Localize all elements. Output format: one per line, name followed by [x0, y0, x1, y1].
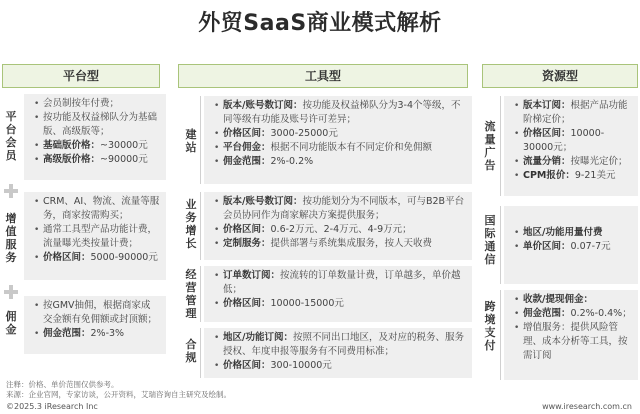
list-item — [514, 321, 632, 363]
plus-icon — [4, 285, 18, 299]
list-item — [514, 155, 632, 169]
item-value: 会员制按年付费； — [43, 98, 120, 109]
item-key: 价格区间： — [223, 128, 271, 139]
item-value: 增值服务：提供风险管理、成本分析等工具，按需订阅 — [523, 322, 628, 361]
item-key: 流量分销： — [523, 156, 571, 167]
row-label-ops: 经营管理 — [185, 268, 197, 320]
page-title: 外贸SaaS商业模式解析 — [198, 11, 442, 36]
row-label-payment: 跨境支付 — [484, 300, 496, 352]
plus-icon — [4, 184, 18, 198]
column-header-resource: 资源型 — [482, 64, 638, 88]
item-value: 9-21美元 — [574, 170, 616, 181]
list-item — [514, 169, 632, 183]
list-item — [214, 223, 466, 237]
row-label-site: 建站 — [185, 128, 197, 154]
item-value: 按功能及权益梯队分为基础版、高级版等； — [43, 112, 158, 137]
item-value: ~90000元 — [100, 154, 148, 165]
list-item — [214, 195, 466, 223]
list-item — [214, 269, 466, 297]
item-value: 10000-30000元； — [523, 128, 605, 153]
item-key: 地区/功能用量付费 — [523, 227, 603, 238]
item-key: 地区/功能订阅： — [223, 332, 293, 343]
divider — [200, 328, 201, 378]
item-key: 订单数订阅： — [223, 270, 281, 281]
item-key: 价格区间： — [223, 298, 271, 309]
row-label-compliance: 合规 — [185, 338, 197, 364]
item-key: 佣金范围： — [43, 328, 91, 339]
list-item — [214, 359, 466, 373]
list-item — [514, 226, 632, 240]
list-item — [214, 237, 466, 251]
list-item — [34, 97, 160, 111]
list-item — [34, 327, 160, 341]
list-item — [214, 141, 466, 155]
column-header-tool: 工具型 — [178, 64, 468, 88]
item-value: 按照不同出口地区，及对应的税务、服务授权、年度申报等服务有不同费用标准； — [223, 332, 464, 357]
list-item — [34, 139, 160, 153]
list-item — [514, 293, 632, 307]
divider — [200, 192, 201, 260]
item-value: 2%-3% — [90, 328, 125, 339]
item-key: CPM报价： — [523, 170, 575, 181]
item-key: 单价区间： — [523, 241, 571, 252]
platform-value-added-block — [24, 192, 166, 280]
platform-commission-list — [34, 299, 160, 341]
site-url: www.iresearch.com.cn — [542, 402, 632, 411]
item-key: 版本/账号数订阅： — [223, 100, 303, 111]
list-item — [34, 111, 160, 139]
list-item — [34, 195, 160, 223]
platform-commission-block — [24, 296, 166, 354]
item-value: ~30000元 — [100, 140, 148, 151]
platform-value-added-list — [34, 195, 160, 265]
item-value: 按功能划分为不同版本，可与B2B平台会员协同作为商家解决方案提供服务； — [223, 196, 465, 221]
list-item — [214, 127, 466, 141]
item-value: 0.2%-0.4%； — [570, 308, 632, 319]
item-key: 佣金范围： — [523, 308, 571, 319]
column-header-platform: 平台型 — [2, 64, 160, 88]
list-item — [34, 251, 160, 265]
footnote: 注释：价格、单价范围仅供参考。 — [6, 380, 119, 389]
item-key: 价格区间： — [223, 360, 271, 371]
item-value: 2%-0.2% — [270, 156, 314, 167]
tool-compliance-list — [214, 331, 466, 373]
item-value: 根据不同功能版本有不同定价和免佣额 — [270, 142, 433, 153]
list-item — [214, 297, 466, 311]
tool-ops-list — [214, 269, 466, 311]
item-value: 300-10000元 — [270, 360, 332, 371]
divider — [200, 266, 201, 322]
item-value: 10000-15000元 — [270, 298, 344, 309]
list-item — [514, 240, 632, 254]
resource-intl-list — [514, 226, 632, 254]
divider — [200, 96, 201, 184]
item-value: 提供部署与系统集成服务，按人天收费 — [270, 238, 433, 249]
item-key: 定制服务： — [223, 238, 271, 249]
item-value: 根据产品功能阶梯定价； — [523, 100, 628, 125]
divider — [500, 96, 501, 196]
copyright: ©2025.3 iResearch Inc — [6, 402, 98, 411]
item-value: 通常工具型产品功能计费，流量曝光类按量计费； — [43, 224, 158, 249]
row-label-commission: 佣金 — [5, 310, 17, 336]
item-key: 基础版价格： — [43, 140, 101, 151]
tool-growth-list — [214, 195, 466, 251]
divider — [500, 290, 501, 380]
resource-traffic-block — [504, 96, 638, 196]
platform-members-list — [34, 97, 160, 167]
resource-intl-block — [504, 206, 638, 284]
resource-traffic-list — [514, 99, 632, 183]
row-label-members: 平台会员 — [5, 110, 17, 162]
item-value: 0.07-7元 — [570, 241, 611, 252]
row-label-traffic: 流量广告 — [484, 120, 496, 172]
list-item — [514, 99, 632, 127]
item-key: 价格区间： — [523, 128, 571, 139]
item-key: 版本订阅： — [523, 100, 571, 111]
item-value: 3000-25000元 — [270, 128, 338, 139]
platform-members-block — [24, 94, 166, 180]
item-key: 佣金范围： — [223, 156, 271, 167]
tool-site-block — [204, 96, 472, 184]
item-value: 按曝光定价； — [570, 156, 628, 167]
row-label-intl: 国际通信 — [484, 214, 496, 266]
row-label-value-added: 增值服务 — [5, 212, 17, 264]
item-key: 高级版价格： — [43, 154, 101, 165]
list-item — [214, 155, 466, 169]
item-key: 收款/提现佣金： — [523, 294, 593, 305]
item-key: 价格区间： — [43, 252, 91, 263]
list-item — [514, 127, 632, 155]
row-label-growth: 业务增长 — [185, 198, 197, 250]
item-key: 版本/账号数订阅： — [223, 196, 303, 207]
item-key: 平台佣金： — [223, 142, 271, 153]
list-item — [34, 299, 160, 327]
item-value: 按GMV抽佣，根据商家成交金额有免佣额或封顶额； — [43, 300, 158, 325]
item-value: 5000-90000元 — [90, 252, 158, 263]
divider — [500, 206, 501, 284]
resource-payment-block — [504, 290, 638, 380]
tool-site-list — [214, 99, 466, 169]
list-item — [34, 223, 160, 251]
item-value: CRM、AI、物流、流量等服务，商家按需购买； — [43, 196, 160, 221]
list-item — [34, 153, 160, 167]
tool-ops-block — [204, 266, 472, 322]
item-key: 价格区间： — [223, 224, 271, 235]
tool-compliance-block — [204, 328, 472, 378]
list-item — [214, 99, 466, 127]
item-value: 按流转的订单数量计费，订单越多，单价越低； — [223, 270, 461, 295]
source-note: 来源：企业官网，专家访谈，公开资料，艾瑞咨询自主研究及绘制。 — [6, 390, 231, 399]
list-item — [514, 307, 632, 321]
item-value: 按功能及权益梯队分为3-4个等级，不同等级有功能及账号许可差异； — [223, 100, 461, 125]
tool-growth-block — [204, 192, 472, 260]
item-value: 0.6-2万元、2-4万元、4-9万元； — [270, 224, 412, 235]
resource-payment-list — [514, 293, 632, 363]
list-item — [214, 331, 466, 359]
